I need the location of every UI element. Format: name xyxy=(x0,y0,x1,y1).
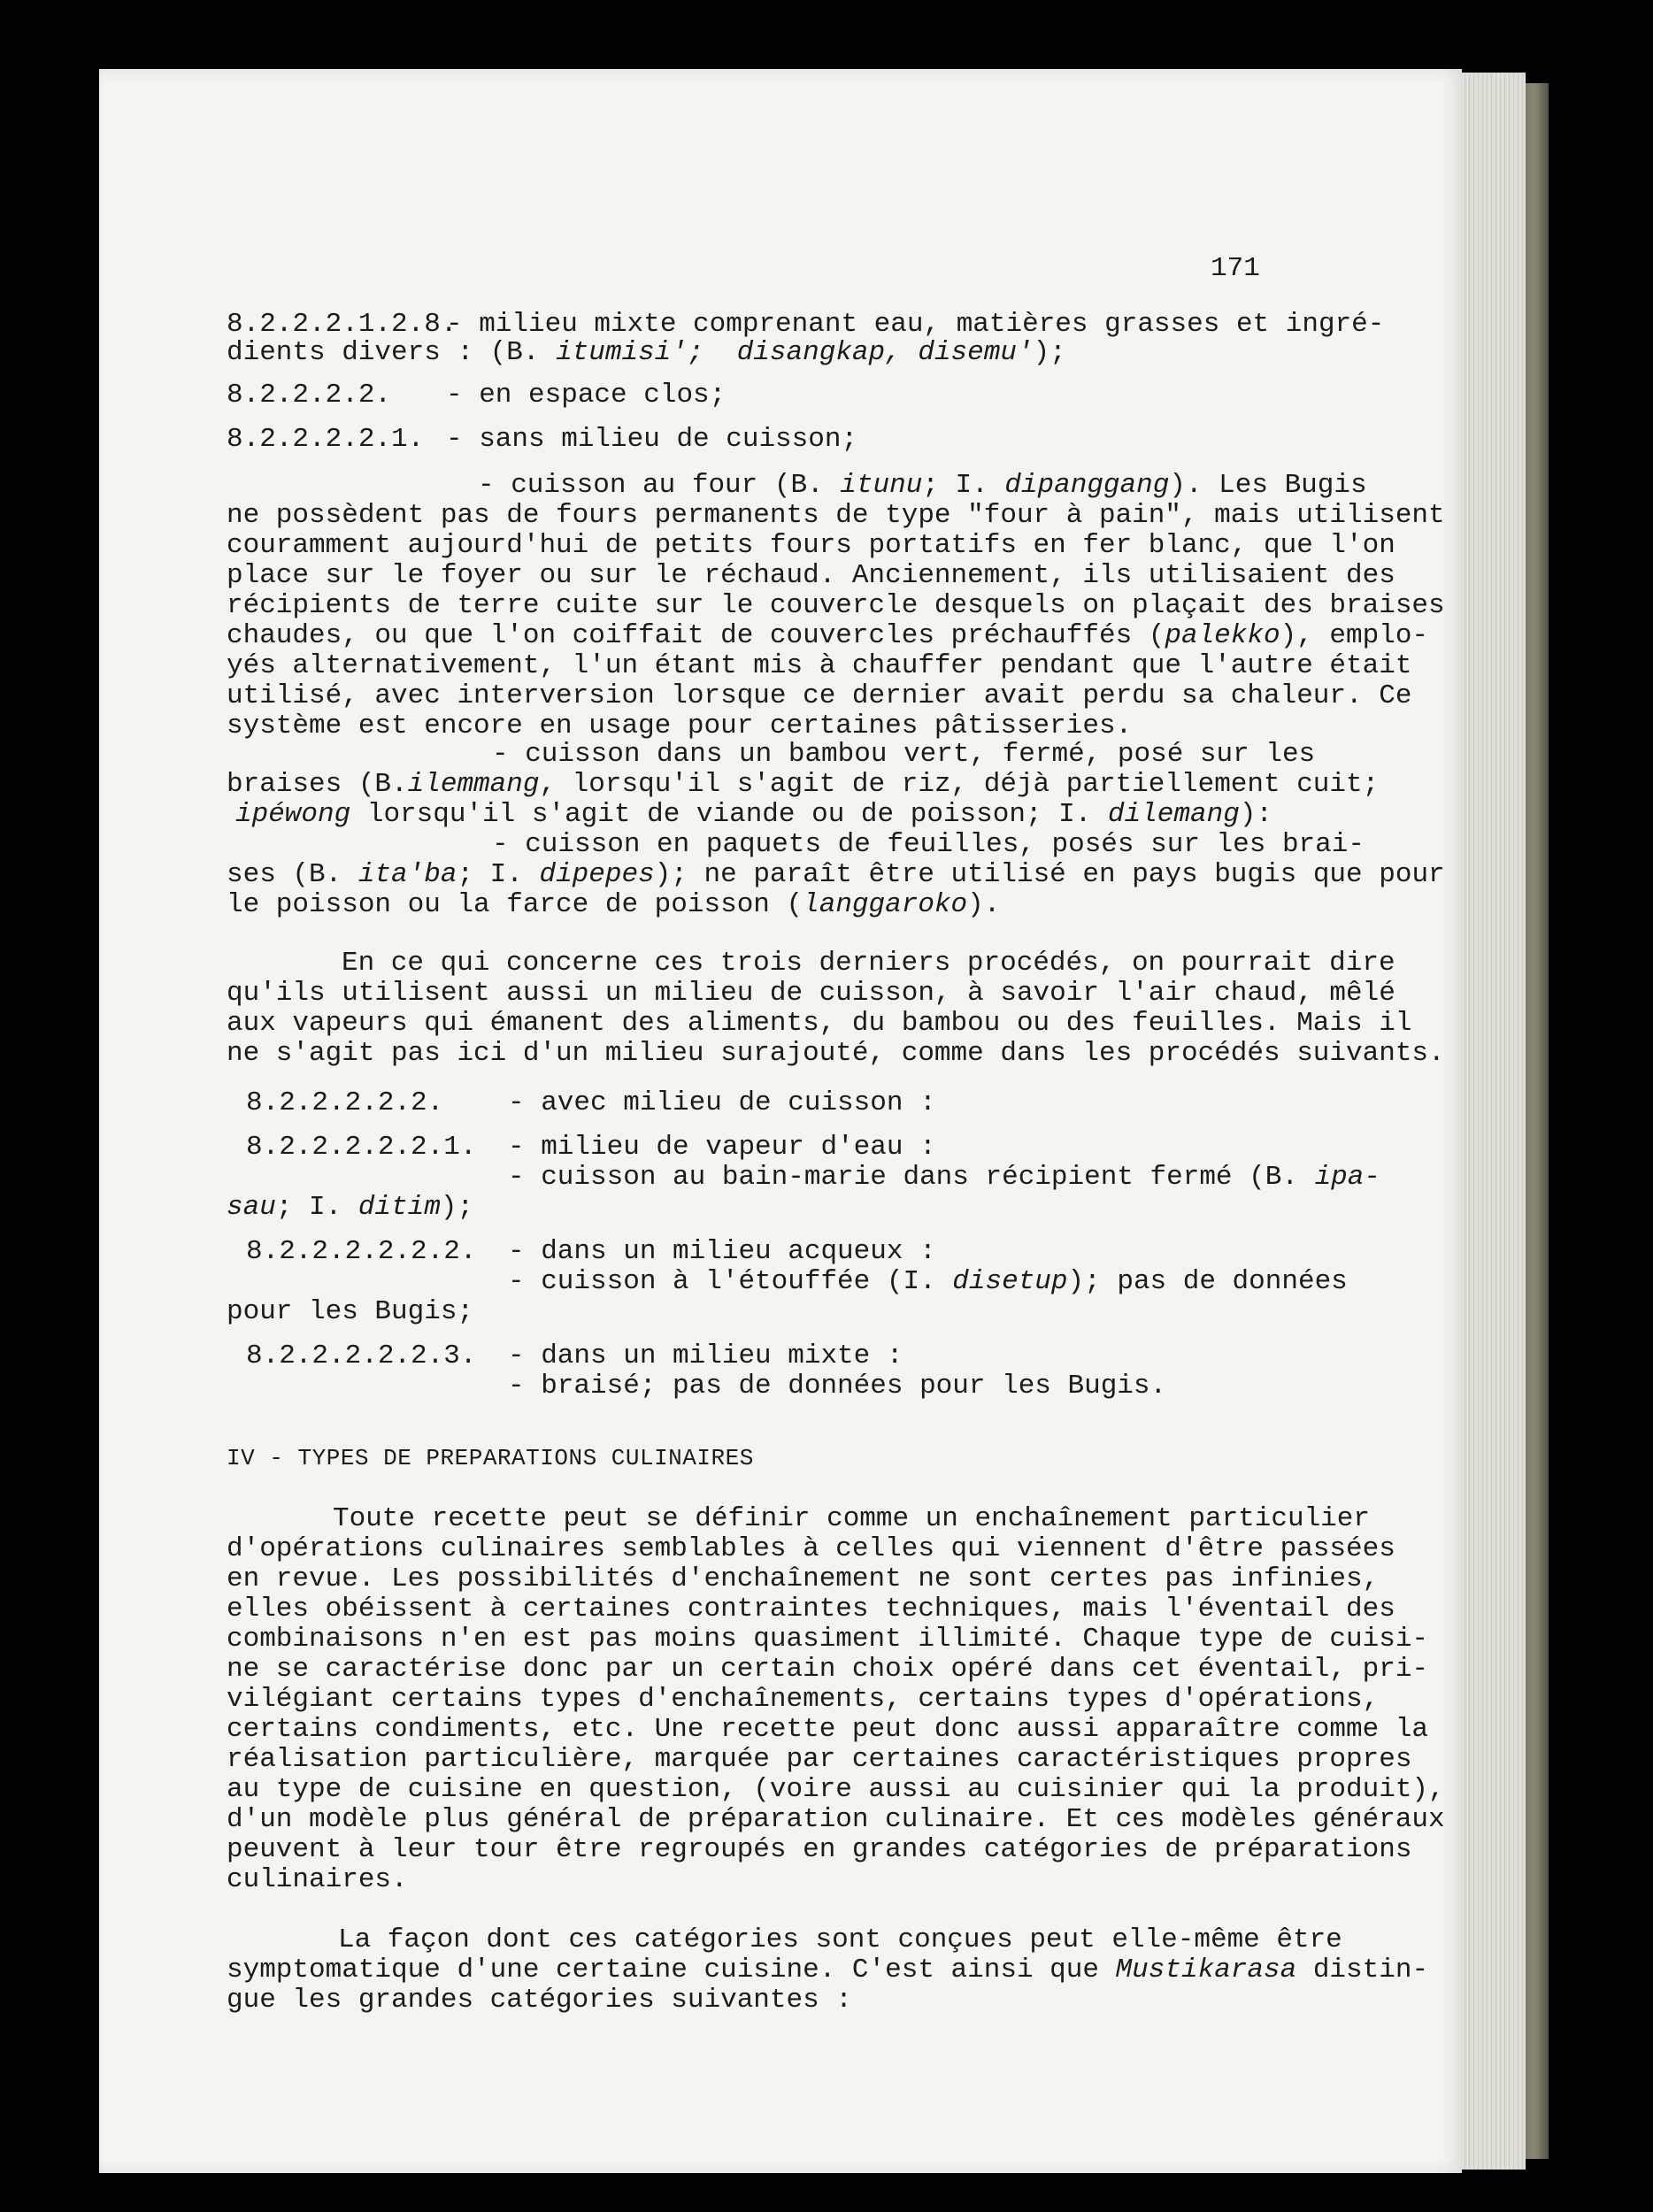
section-number: 8.2.2.2.2.1. xyxy=(227,424,425,455)
text-line: certains condiments, etc. Une recette peut donc aussi apparaître comme la xyxy=(227,1714,1429,1745)
text-line: ne se caractérise donc par un certain choix opéré dans cet éventail, pri- xyxy=(227,1654,1429,1685)
text-line: utilisé, avec interversion lorsque ce dernier avait perdu sa chaleur. Ce xyxy=(227,680,1412,711)
text-line: le poisson ou la farce de poisson (langgaroko). xyxy=(227,889,1001,920)
section-number: 8.2.2.2.2.2.2. xyxy=(246,1236,477,1267)
text-line: elles obéissent à certaines contraintes techniques, mais l'éventail des xyxy=(227,1594,1395,1624)
text-line: d'un modèle plus général de préparation culinaire. Et ces modèles généraux xyxy=(227,1804,1445,1835)
section-number: 8.2.2.2.2.2.3. xyxy=(246,1340,477,1371)
text-line: - braisé; pas de données pour les Bugis. xyxy=(508,1371,1167,1402)
page-number: 171 xyxy=(1211,253,1260,284)
text-line: braises (B.ilemmang, lorsqu'il s'agit de riz, déjà partiellement cuit; xyxy=(227,769,1380,800)
section-number: 8.2.2.2.2.2.1. xyxy=(246,1132,477,1163)
text-line: d'opérations culinaires semblables à celles qui viennent d'être passées xyxy=(227,1533,1395,1564)
text-line: - en espace clos; xyxy=(446,380,727,411)
text-line: - cuisson en paquets de feuilles, posés sur les brai- xyxy=(492,829,1365,860)
text-line: pour les Bugis; xyxy=(227,1296,474,1327)
text-line: ne s'agit pas ici d'un milieu surajouté, comme dans les procédés suivants. xyxy=(227,1038,1445,1069)
text-line: récipients de terre cuite sur le couvercle desquels on plaçait des braises xyxy=(227,590,1445,621)
text-line: gue les grandes catégories suivantes : xyxy=(227,1985,852,2016)
text-line: - dans un milieu acqueux : xyxy=(508,1236,936,1267)
text-line: En ce qui concerne ces trois derniers procédés, on pourrait dire xyxy=(342,948,1395,979)
text-line: en revue. Les possibilités d'enchaînement ne sont certes pas infinies, xyxy=(227,1563,1380,1594)
text-line: - avec milieu de cuisson : xyxy=(508,1087,936,1118)
text-line: - cuisson au four (B. itunu; I. dipanggang). Les Bugis xyxy=(478,470,1367,501)
text-line: - cuisson dans un bambou vert, fermé, posé sur les xyxy=(492,739,1316,770)
page-edge xyxy=(1462,73,1526,2170)
text-line: couramment aujourd'hui de petits fours portatifs en fer blanc, que l'on xyxy=(227,530,1395,561)
section-number: 8.2.2.2.2.2. xyxy=(246,1087,444,1118)
text-line: culinaires. xyxy=(227,1864,408,1895)
text-line: peuvent à leur tour être regroupés en grandes catégories de préparations xyxy=(227,1834,1412,1865)
section-heading: IV - TYPES DE PREPARATIONS CULINAIRES xyxy=(227,1445,754,1471)
text-line: place sur le foyer ou sur le réchaud. Anciennement, ils utilisaient des xyxy=(227,560,1395,591)
text-line: combinaisons n'en est pas moins quasiment illimité. Chaque type de cuisi- xyxy=(227,1624,1429,1655)
text-line: ipéwong lorsqu'il s'agit de viande ou de poisson; I. dilemang): xyxy=(235,799,1273,830)
text-line: ne possèdent pas de fours permanents de type "four à pain", mais utilisent xyxy=(227,500,1445,531)
section-number: 8.2.2.2.1.2.8. xyxy=(227,309,457,340)
text-line: - cuisson à l'étouffée (I. disetup); pas de données xyxy=(508,1266,1348,1297)
text-line: système est encore en usage pour certaines pâtisseries. xyxy=(227,710,1133,741)
text-line: Toute recette peut se définir comme un enchaînement particulier xyxy=(333,1503,1370,1534)
text-line: - dans un milieu mixte : xyxy=(508,1340,903,1371)
text-line: dients divers : (B. itumisi'; disangkap, disemu'); xyxy=(227,337,1066,368)
text-line: - milieu mixte comprenant eau, matières grasses et ingré- xyxy=(446,309,1385,340)
text-line: qu'ils utilisent aussi un milieu de cuisson, à savoir l'air chaud, mêlé xyxy=(227,978,1395,1009)
text-line: au type de cuisine en question, (voire aussi au cuisinier qui la produit), xyxy=(227,1774,1445,1805)
section-number: 8.2.2.2.2. xyxy=(227,380,392,411)
text-line: La façon dont ces catégories sont conçues peut elle-même être xyxy=(338,1924,1342,1955)
text-line: - sans milieu de cuisson; xyxy=(446,424,858,455)
text-line: sau; I. ditim); xyxy=(227,1192,474,1223)
text-line: - milieu de vapeur d'eau : xyxy=(508,1132,936,1163)
text-line: aux vapeurs qui émanent des aliments, du bambou ou des feuilles. Mais il xyxy=(227,1008,1412,1039)
text-line: symptomatique d'une certaine cuisine. C'est ainsi que Mustikarasa distin- xyxy=(227,1955,1429,1985)
text-line: chaudes, ou que l'on coiffait de couvercles préchauffés (palekko), emplo- xyxy=(227,620,1429,651)
text-line: vilégiant certains types d'enchaînements, certains types d'opérations, xyxy=(227,1684,1380,1715)
text-line: yés alternativement, l'un étant mis à chauffer pendant que l'autre était xyxy=(227,650,1412,681)
text-line: ses (B. ita'ba; I. dipepes); ne paraît être utilisé en pays bugis que pour xyxy=(227,859,1445,890)
text-line: - cuisson au bain-marie dans récipient fermé (B. ipa- xyxy=(508,1162,1380,1193)
book-cover-edge xyxy=(1526,83,1549,2159)
text-line: réalisation particulière, marquée par certaines caractéristiques propres xyxy=(227,1744,1412,1775)
